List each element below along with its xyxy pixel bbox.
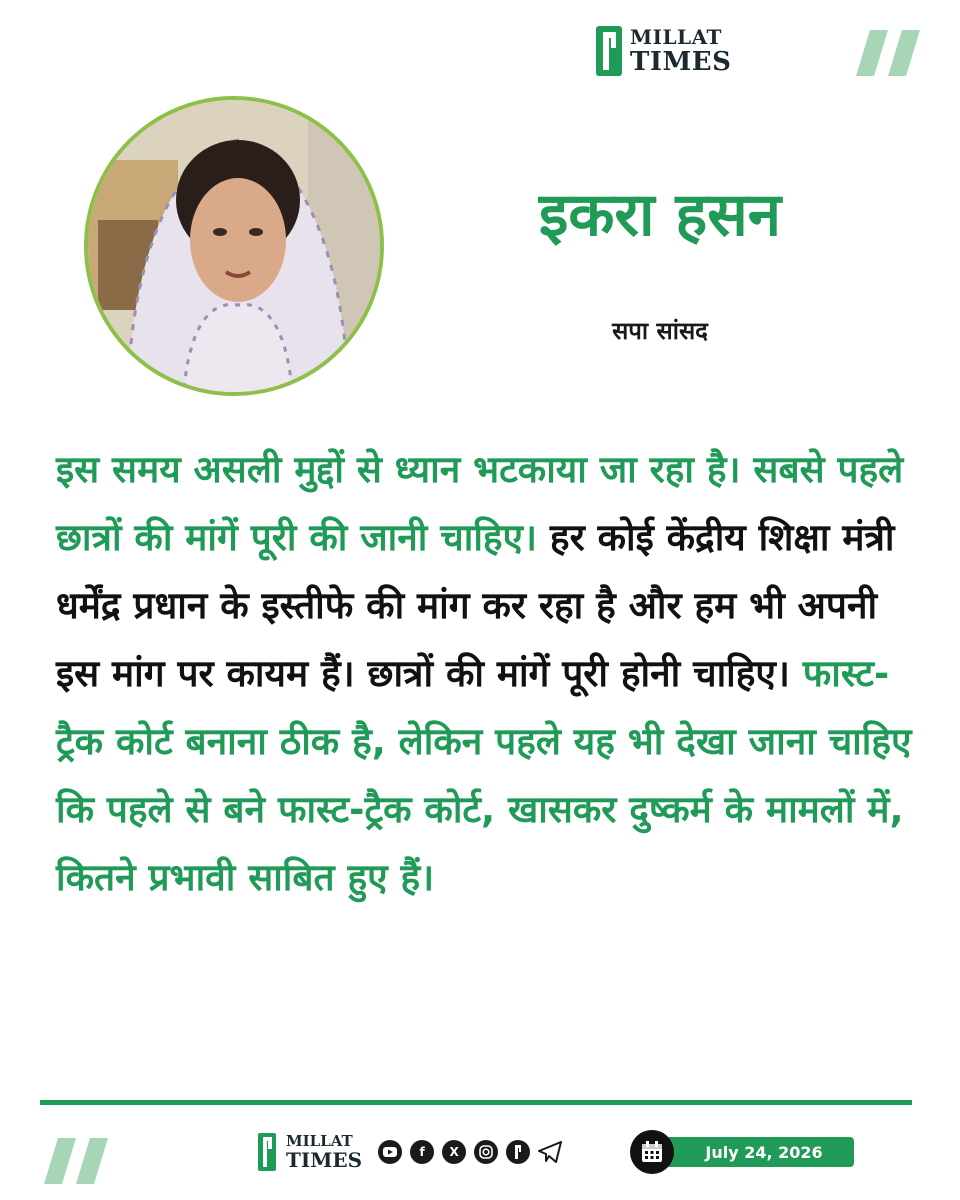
x-icon[interactable]: X xyxy=(442,1140,466,1164)
quote-segment-1: इस समय असली मुद्दों से ध्यान भटकाया जा रहा है। सबसे पहले छात्रों की मांगें पूरी की जानी चाहिए। xyxy=(56,448,904,559)
quote-mark-icon xyxy=(40,1138,120,1184)
telegram-icon[interactable] xyxy=(538,1140,562,1164)
date-badge xyxy=(630,1130,854,1174)
brand-line1: MILLAT xyxy=(630,25,722,49)
instagram-icon[interactable] xyxy=(474,1140,498,1164)
brand-line2: TIMES xyxy=(630,47,732,77)
quote-segment-2: हर कोई केंद्रीय शिक्षा मंत्री धर्मेंद्र प्रधान के इस्तीफे की मांग कर रहा है और हम भी अपनी इस मांग पर कायम हैं। छात्रों की मांगें पूरी होनी चाहिए। xyxy=(56,516,895,695)
speaker-name: इकरा हसन xyxy=(538,180,782,250)
quote-mark-icon xyxy=(852,30,932,76)
brand-logo-top xyxy=(596,26,731,76)
facebook-icon[interactable]: f xyxy=(410,1140,434,1164)
quote-text xyxy=(56,436,916,912)
calendar-icon xyxy=(630,1130,674,1174)
date-text: July 24, 2026 xyxy=(664,1137,854,1167)
social-links xyxy=(378,1140,562,1164)
brand-mark-icon xyxy=(596,26,622,76)
quote-segment-3: फास्ट-ट्रैक कोर्ट बनाना ठीक है, लेकिन पहले यह भी देखा जाना चाहिए कि पहले से बने फास्ट-ट्रैक कोर्ट, खासकर दुष्कर्म के मामलों में, कितने प्रभावी साबित हुए हैं। xyxy=(56,652,912,899)
youtube-icon[interactable] xyxy=(378,1140,402,1164)
footer-brand-line2: TIMES xyxy=(286,1148,363,1172)
footer-brand xyxy=(258,1130,562,1174)
brand-mark-icon xyxy=(258,1133,276,1171)
speaker-portrait xyxy=(84,96,384,396)
footer-divider xyxy=(40,1100,912,1105)
footer-brand-line1: MILLAT xyxy=(286,1132,353,1150)
millat-times-icon[interactable] xyxy=(506,1140,530,1164)
speaker-title: सपा सांसद xyxy=(612,317,708,345)
